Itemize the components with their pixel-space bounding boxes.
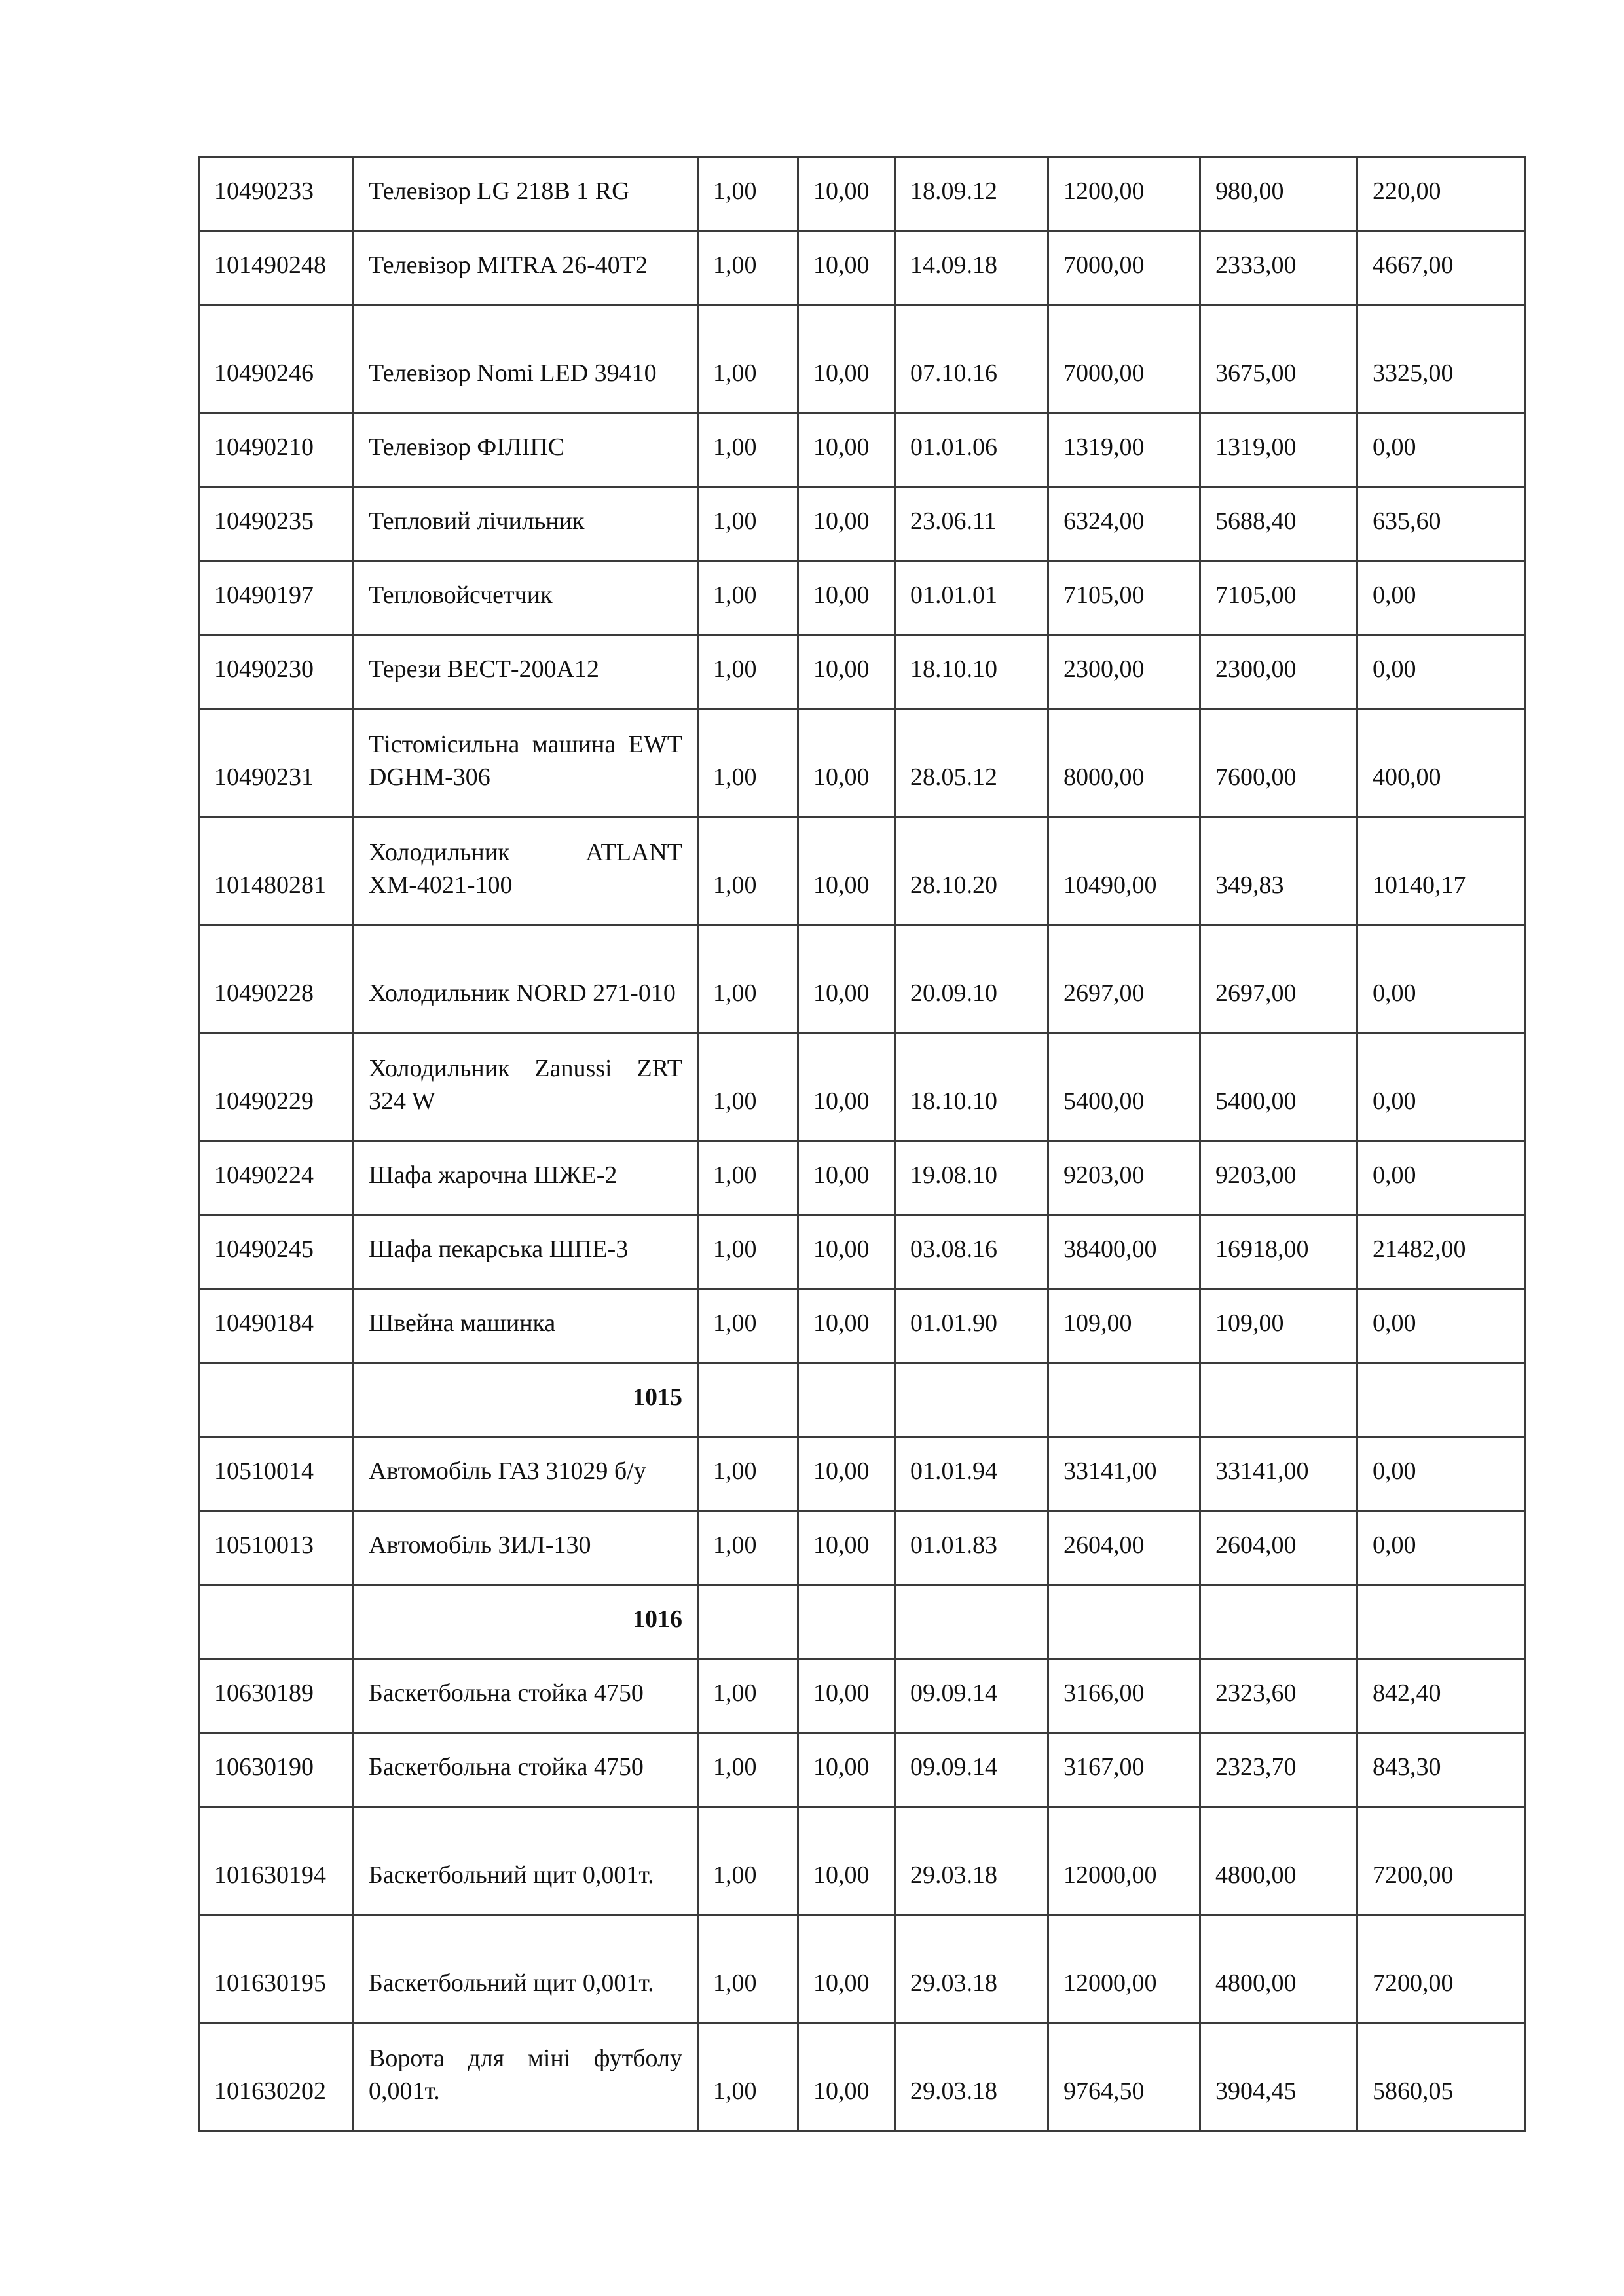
item-name: Телевізор LG 218B 1 RG (354, 157, 698, 231)
item-name: Баскетбольний щит 0,001т. (354, 1915, 698, 2023)
table-row (199, 413, 1526, 487)
date: 01.01.06 (895, 413, 1048, 487)
table-row (199, 709, 1526, 817)
residual-value: 0,00 (1357, 1511, 1526, 1585)
depreciation: 2323,70 (1200, 1733, 1357, 1807)
residual-value: 0,00 (1357, 925, 1526, 1033)
inventory-code: 10490245 (199, 1215, 354, 1289)
quantity: 1,00 (698, 1033, 798, 1141)
date: 01.01.94 (895, 1437, 1048, 1511)
empty-cell (1200, 1363, 1357, 1437)
item-name: Шафа пекарська ШПЕ-3 (354, 1215, 698, 1289)
rate: 10,00 (798, 1215, 895, 1289)
empty-cell (895, 1363, 1048, 1437)
quantity: 1,00 (698, 925, 798, 1033)
initial-cost: 3167,00 (1048, 1733, 1200, 1807)
initial-cost: 7000,00 (1048, 231, 1200, 305)
rate: 10,00 (798, 487, 895, 561)
date: 01.01.01 (895, 561, 1048, 635)
residual-value: 3325,00 (1357, 305, 1526, 413)
inventory-code: 10490246 (199, 305, 354, 413)
table-row (199, 1511, 1526, 1585)
date: 01.01.90 (895, 1289, 1048, 1363)
inventory-code: 10510014 (199, 1437, 354, 1511)
item-name: Швейна машинка (354, 1289, 698, 1363)
table-row (199, 305, 1526, 413)
depreciation: 16918,00 (1200, 1215, 1357, 1289)
initial-cost: 10490,00 (1048, 817, 1200, 925)
empty-cell (1357, 1585, 1526, 1659)
inventory-code: 10490229 (199, 1033, 354, 1141)
quantity: 1,00 (698, 1659, 798, 1733)
item-name: Телевізор MITRA 26-40T2 (354, 231, 698, 305)
residual-value: 0,00 (1357, 1437, 1526, 1511)
residual-value: 842,40 (1357, 1659, 1526, 1733)
item-name: Терези ВЕСТ-200А12 (354, 635, 698, 709)
quantity: 1,00 (698, 1215, 798, 1289)
date: 09.09.14 (895, 1659, 1048, 1733)
initial-cost: 12000,00 (1048, 1807, 1200, 1915)
quantity: 1,00 (698, 1437, 798, 1511)
initial-cost: 9203,00 (1048, 1141, 1200, 1215)
date: 14.09.18 (895, 231, 1048, 305)
date: 29.03.18 (895, 1807, 1048, 1915)
group-header-row (199, 1363, 1526, 1437)
date: 20.09.10 (895, 925, 1048, 1033)
residual-value: 21482,00 (1357, 1215, 1526, 1289)
rate: 10,00 (798, 2023, 895, 2131)
date: 29.03.18 (895, 1915, 1048, 2023)
empty-cell (698, 1585, 798, 1659)
quantity: 1,00 (698, 709, 798, 817)
depreciation: 3904,45 (1200, 2023, 1357, 2131)
item-name: Шафа жарочна ШЖЕ-2 (354, 1141, 698, 1215)
initial-cost: 6324,00 (1048, 487, 1200, 561)
empty-cell (1048, 1585, 1200, 1659)
date: 28.05.12 (895, 709, 1048, 817)
residual-value: 10140,17 (1357, 817, 1526, 925)
date: 03.08.16 (895, 1215, 1048, 1289)
quantity: 1,00 (698, 635, 798, 709)
table-row (199, 1807, 1526, 1915)
quantity: 1,00 (698, 2023, 798, 2131)
item-name: Телевізор Nomi LED 39410 (354, 305, 698, 413)
residual-value: 0,00 (1357, 413, 1526, 487)
inventory-code: 10490224 (199, 1141, 354, 1215)
quantity: 1,00 (698, 1915, 798, 2023)
item-name: Холодильник ATLANT ХМ-4021-100 (354, 817, 698, 925)
depreciation: 1319,00 (1200, 413, 1357, 487)
depreciation: 349,83 (1200, 817, 1357, 925)
inventory-code: 10490197 (199, 561, 354, 635)
residual-value: 7200,00 (1357, 1915, 1526, 2023)
initial-cost: 1319,00 (1048, 413, 1200, 487)
depreciation: 7105,00 (1200, 561, 1357, 635)
initial-cost: 3166,00 (1048, 1659, 1200, 1733)
date: 18.10.10 (895, 635, 1048, 709)
quantity: 1,00 (698, 1141, 798, 1215)
quantity: 1,00 (698, 231, 798, 305)
inventory-code: 10490228 (199, 925, 354, 1033)
inventory-code: 101630194 (199, 1807, 354, 1915)
item-name: Баскетбольна стойка 4750 (354, 1733, 698, 1807)
group-label: 1016 (354, 1585, 698, 1659)
residual-value: 220,00 (1357, 157, 1526, 231)
depreciation: 2604,00 (1200, 1511, 1357, 1585)
depreciation: 33141,00 (1200, 1437, 1357, 1511)
initial-cost: 2604,00 (1048, 1511, 1200, 1585)
empty-cell (798, 1585, 895, 1659)
initial-cost: 7105,00 (1048, 561, 1200, 635)
date: 09.09.14 (895, 1733, 1048, 1807)
table-row (199, 157, 1526, 231)
empty-cell (698, 1363, 798, 1437)
empty-cell (199, 1585, 354, 1659)
empty-cell (1200, 1585, 1357, 1659)
residual-value: 400,00 (1357, 709, 1526, 817)
item-name: Ворота для міні футболу 0,001т. (354, 2023, 698, 2131)
depreciation: 3675,00 (1200, 305, 1357, 413)
inventory-code: 10510013 (199, 1511, 354, 1585)
residual-value: 5860,05 (1357, 2023, 1526, 2131)
item-name: Автомобіль ЗИЛ-130 (354, 1511, 698, 1585)
date: 18.09.12 (895, 157, 1048, 231)
group-header-row (199, 1585, 1526, 1659)
rate: 10,00 (798, 413, 895, 487)
rate: 10,00 (798, 817, 895, 925)
table-row (199, 1289, 1526, 1363)
table-row (199, 1915, 1526, 2023)
rate: 10,00 (798, 1141, 895, 1215)
inventory-code: 10490231 (199, 709, 354, 817)
quantity: 1,00 (698, 413, 798, 487)
residual-value: 0,00 (1357, 1141, 1526, 1215)
depreciation: 109,00 (1200, 1289, 1357, 1363)
item-name: Баскетбольна стойка 4750 (354, 1659, 698, 1733)
table-row (199, 635, 1526, 709)
initial-cost: 2300,00 (1048, 635, 1200, 709)
inventory-table-body (199, 157, 1526, 2131)
empty-cell (895, 1585, 1048, 1659)
inventory-code: 10630189 (199, 1659, 354, 1733)
inventory-code: 101630195 (199, 1915, 354, 2023)
initial-cost: 1200,00 (1048, 157, 1200, 231)
date: 29.03.18 (895, 2023, 1048, 2131)
inventory-code: 101480281 (199, 817, 354, 925)
rate: 10,00 (798, 1807, 895, 1915)
empty-cell (1048, 1363, 1200, 1437)
rate: 10,00 (798, 1659, 895, 1733)
item-name: Тістомісильна машина EWT DGHM-306 (354, 709, 698, 817)
quantity: 1,00 (698, 1289, 798, 1363)
depreciation: 980,00 (1200, 157, 1357, 231)
depreciation: 5688,40 (1200, 487, 1357, 561)
quantity: 1,00 (698, 817, 798, 925)
depreciation: 2697,00 (1200, 925, 1357, 1033)
depreciation: 7600,00 (1200, 709, 1357, 817)
table-row (199, 1659, 1526, 1733)
date: 07.10.16 (895, 305, 1048, 413)
residual-value: 0,00 (1357, 1289, 1526, 1363)
table-row (199, 1733, 1526, 1807)
date: 19.08.10 (895, 1141, 1048, 1215)
inventory-code: 10630190 (199, 1733, 354, 1807)
table-row (199, 561, 1526, 635)
depreciation: 2300,00 (1200, 635, 1357, 709)
table-row (199, 925, 1526, 1033)
item-name: Баскетбольний щит 0,001т. (354, 1807, 698, 1915)
quantity: 1,00 (698, 1807, 798, 1915)
inventory-code: 10490184 (199, 1289, 354, 1363)
empty-cell (798, 1363, 895, 1437)
inventory-code: 10490235 (199, 487, 354, 561)
empty-cell (199, 1363, 354, 1437)
quantity: 1,00 (698, 487, 798, 561)
rate: 10,00 (798, 157, 895, 231)
rate: 10,00 (798, 1733, 895, 1807)
rate: 10,00 (798, 1033, 895, 1141)
date: 28.10.20 (895, 817, 1048, 925)
initial-cost: 109,00 (1048, 1289, 1200, 1363)
initial-cost: 5400,00 (1048, 1033, 1200, 1141)
initial-cost: 8000,00 (1048, 709, 1200, 817)
depreciation: 5400,00 (1200, 1033, 1357, 1141)
table-row (199, 1215, 1526, 1289)
depreciation: 2333,00 (1200, 231, 1357, 305)
rate: 10,00 (798, 1915, 895, 2023)
depreciation: 2323,60 (1200, 1659, 1357, 1733)
empty-cell (1357, 1363, 1526, 1437)
inventory-code: 101630202 (199, 2023, 354, 2131)
table-row (199, 1033, 1526, 1141)
item-name: Тепловий лічильник (354, 487, 698, 561)
initial-cost: 33141,00 (1048, 1437, 1200, 1511)
quantity: 1,00 (698, 561, 798, 635)
inventory-code: 10490233 (199, 157, 354, 231)
inventory-code: 10490210 (199, 413, 354, 487)
inventory-code: 101490248 (199, 231, 354, 305)
initial-cost: 7000,00 (1048, 305, 1200, 413)
inventory-code: 10490230 (199, 635, 354, 709)
quantity: 1,00 (698, 1511, 798, 1585)
inventory-table (198, 156, 1526, 2132)
table-row (199, 487, 1526, 561)
residual-value: 4667,00 (1357, 231, 1526, 305)
table-row (199, 817, 1526, 925)
initial-cost: 12000,00 (1048, 1915, 1200, 2023)
date: 23.06.11 (895, 487, 1048, 561)
initial-cost: 38400,00 (1048, 1215, 1200, 1289)
residual-value: 0,00 (1357, 1033, 1526, 1141)
quantity: 1,00 (698, 1733, 798, 1807)
item-name: Холодильник NORD 271-010 (354, 925, 698, 1033)
rate: 10,00 (798, 1289, 895, 1363)
residual-value: 843,30 (1357, 1733, 1526, 1807)
item-name: Телевізор ФІЛІПС (354, 413, 698, 487)
initial-cost: 2697,00 (1048, 925, 1200, 1033)
rate: 10,00 (798, 305, 895, 413)
depreciation: 9203,00 (1200, 1141, 1357, 1215)
residual-value: 0,00 (1357, 561, 1526, 635)
rate: 10,00 (798, 1437, 895, 1511)
quantity: 1,00 (698, 157, 798, 231)
depreciation: 4800,00 (1200, 1915, 1357, 2023)
table-row (199, 1141, 1526, 1215)
date: 01.01.83 (895, 1511, 1048, 1585)
residual-value: 635,60 (1357, 487, 1526, 561)
rate: 10,00 (798, 925, 895, 1033)
rate: 10,00 (798, 561, 895, 635)
rate: 10,00 (798, 709, 895, 817)
depreciation: 4800,00 (1200, 1807, 1357, 1915)
rate: 10,00 (798, 1511, 895, 1585)
residual-value: 7200,00 (1357, 1807, 1526, 1915)
item-name: Холодильник Zanussi ZRT 324 W (354, 1033, 698, 1141)
residual-value: 0,00 (1357, 635, 1526, 709)
initial-cost: 9764,50 (1048, 2023, 1200, 2131)
table-row (199, 2023, 1526, 2131)
rate: 10,00 (798, 231, 895, 305)
date: 18.10.10 (895, 1033, 1048, 1141)
item-name: Автомобіль ГАЗ 31029 б/у (354, 1437, 698, 1511)
table-row (199, 1437, 1526, 1511)
rate: 10,00 (798, 635, 895, 709)
table-row (199, 231, 1526, 305)
item-name: Тепловойсчетчик (354, 561, 698, 635)
quantity: 1,00 (698, 305, 798, 413)
group-label: 1015 (354, 1363, 698, 1437)
